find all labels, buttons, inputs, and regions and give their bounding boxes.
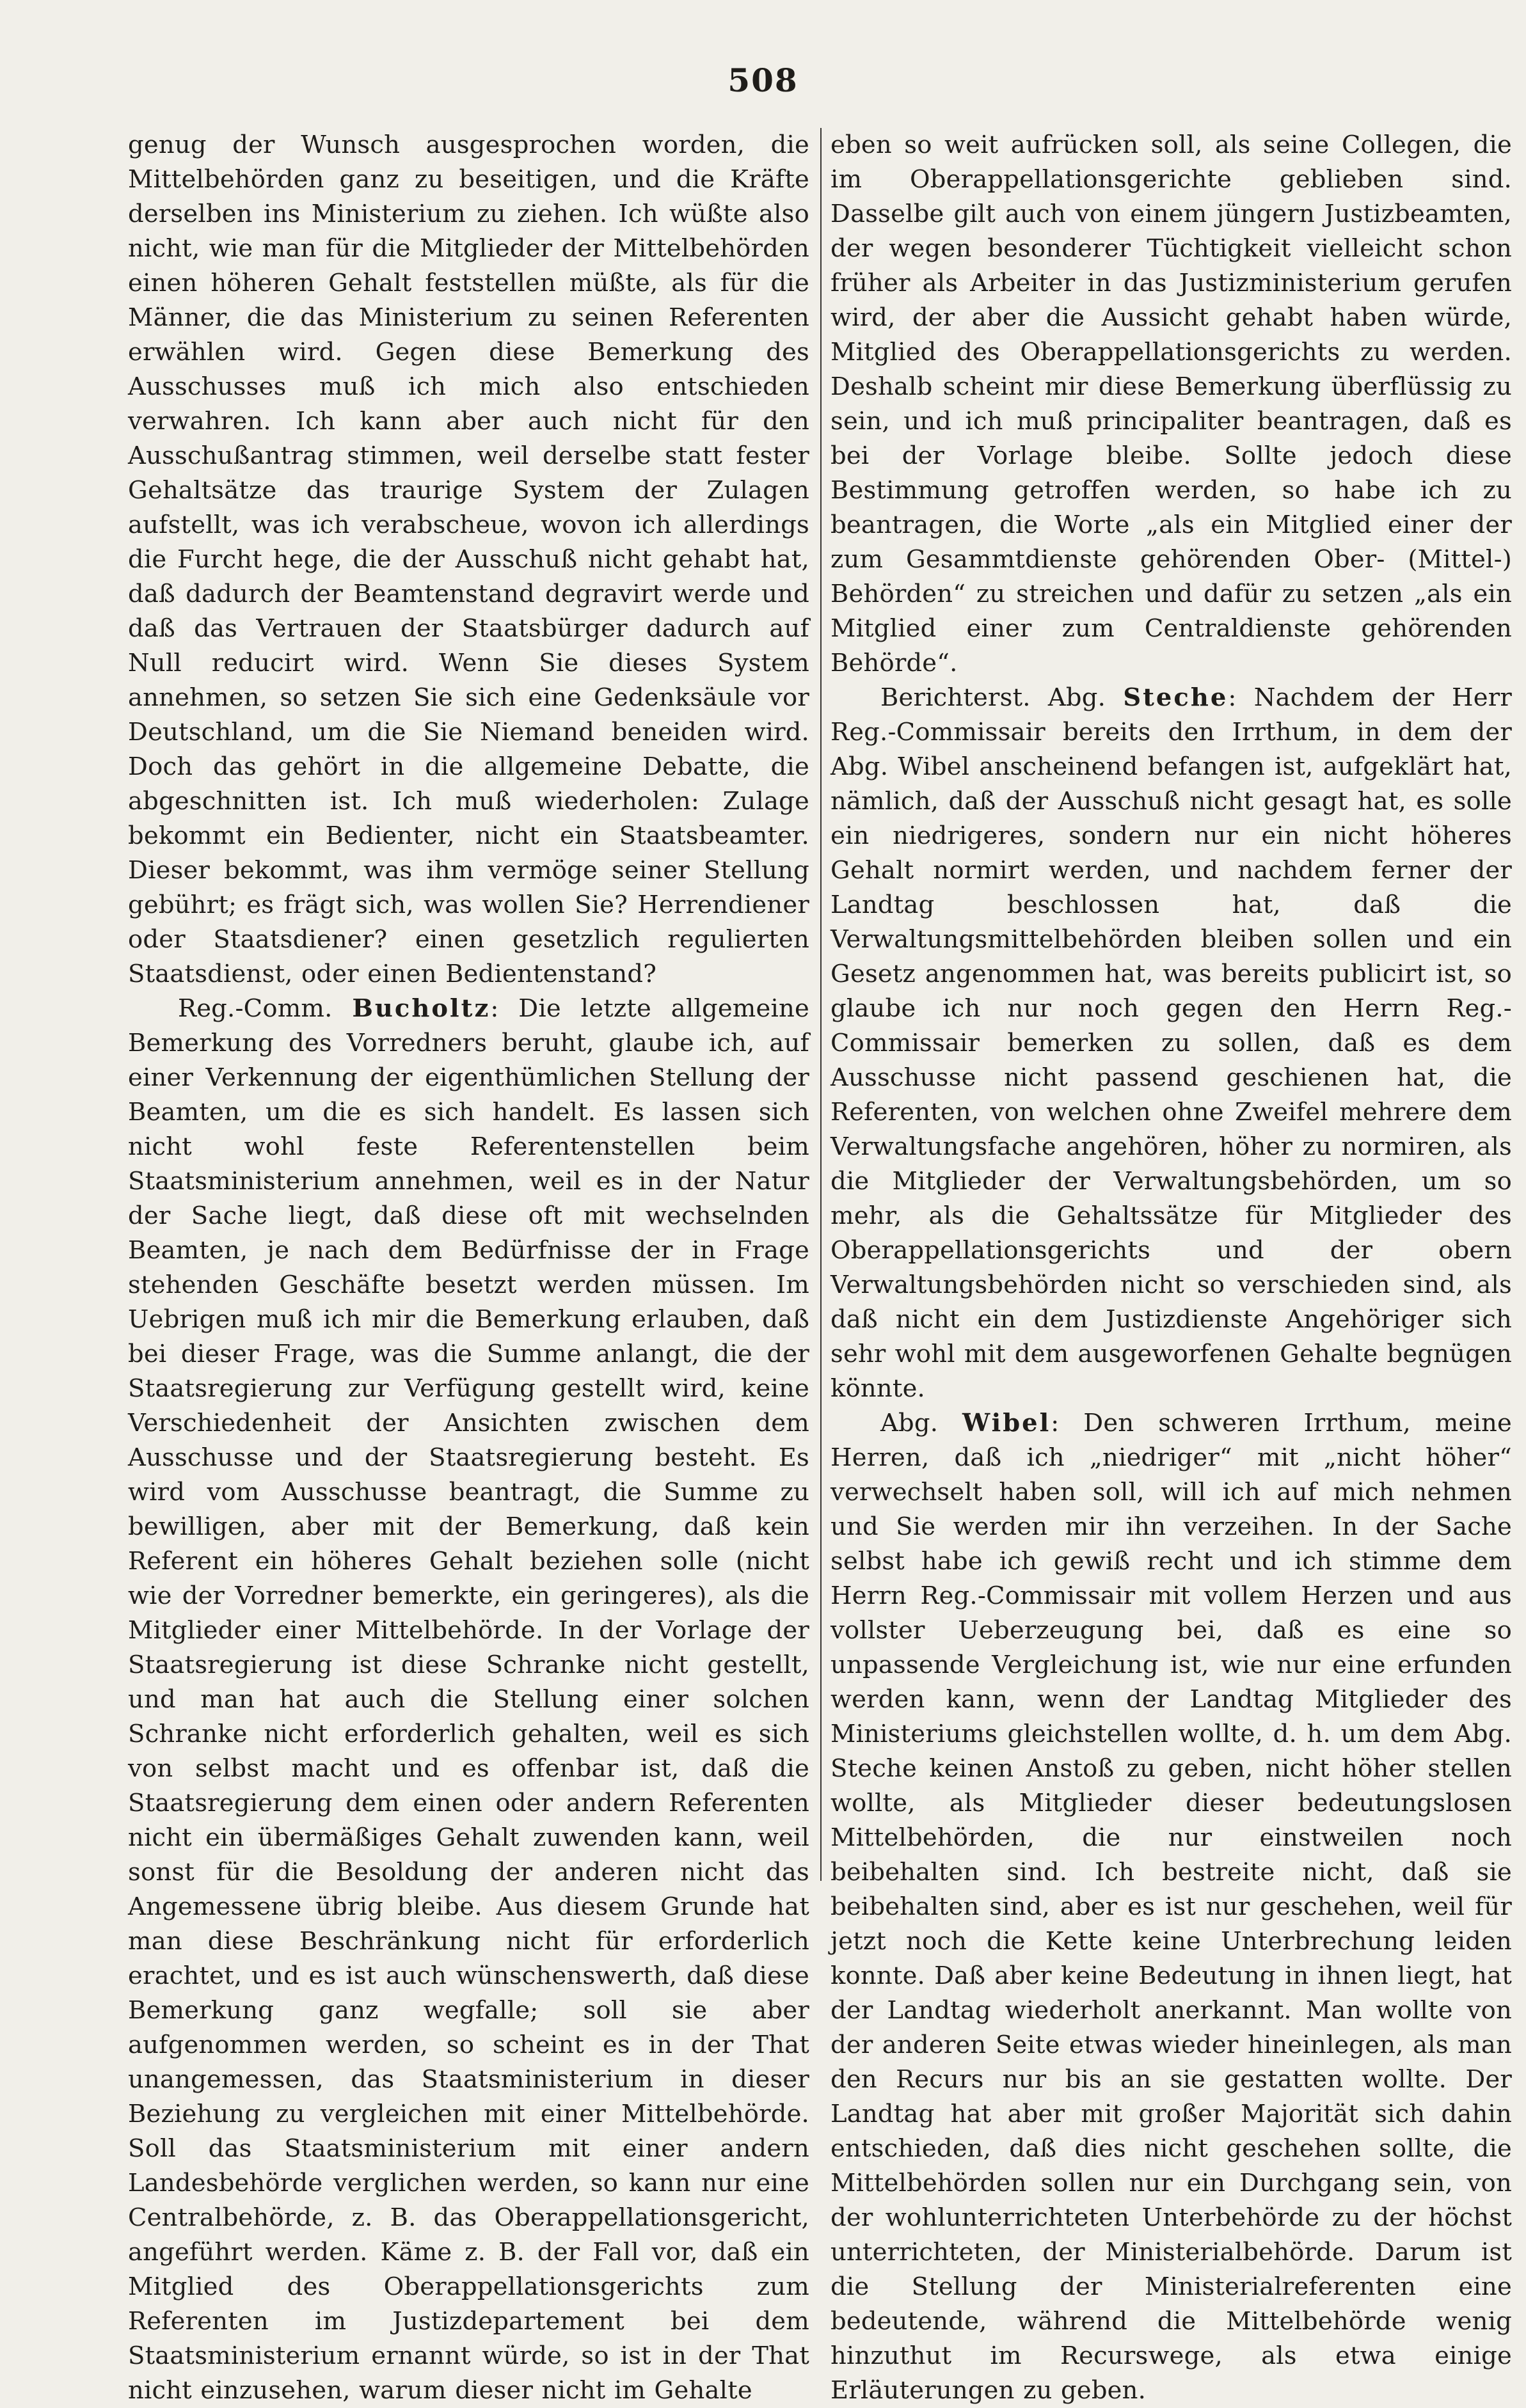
- paragraph-continuation: genug der Wunsch ausgesprochen worden, die Mittelbehörden ganz zu beseitigen, und die Kräfte derselben ins Ministerium zu ziehen. Ich wüßte also nicht, wie man für die Mitglieder der Mittelbehörden einen höheren Gehalt feststellen müßte, als für die Männer, die das Ministerium zu seinen Referenten erwählen wird. Gegen diese Bemerkung des Ausschusses muß ich mich also entschieden verwahren. Ich kann aber auch nicht für den Ausschußantrag stimmen, weil derselbe statt fester Gehaltsätze das traurige System der Zulagen aufstellt, was ich verabscheue, wovon ich allerdings die Furcht hege, die der Ausschuß nicht gehabt hat, daß dadurch der Beamtenstand degravirt werde und daß das Vertrauen der Staatsbürger dadurch auf Null reducirt wird. Wenn Sie dieses System annehmen, so setzen Sie sich eine Gedenksäule vor Deutschland, um die Sie Niemand beneiden wird. Doch das gehört in die allgemeine Debatte, die abgeschnitten ist. Ich muß wiederholen: Zulage bekommt ein Bedienter, nicht ein Staatsbeamter. Dieser bekommt, was ihm vermöge seiner Stellung gebührt; es frägt sich, was wollen Sie? Herrendiener oder Staatsdiener? einen gesetzlich regulierten Staatsdienst, oder einen Bedientenstand?: [128, 131, 809, 988]
- speaker-name: Wibel: [962, 1409, 1051, 1438]
- speaker-name: Steche: [1123, 683, 1228, 712]
- speaker-role: Berichterst. Abg.: [880, 683, 1106, 712]
- page-number: 508: [727, 61, 799, 99]
- paragraph-wibel: [831, 1406, 1512, 2408]
- speaker-role: Reg.-Comm.: [178, 994, 333, 1023]
- left-column: [128, 128, 809, 2408]
- paragraph-steche: [831, 681, 1512, 1406]
- paragraph-text: : Die letzte allgemeine Bemerkung des Vorredners beruht, glaube ich, auf einer Verkennung der eigenthümlichen Stellung der Beamten, um die es sich handelt. Es lassen sich nicht wohl feste Referentenstellen beim Staatsministerium annehmen, weil es in der Natur der Sache liegt, daß diese oft mit wechselnden Beamten, je nach dem Bedürfnisse der in Frage stehenden Geschäfte besetzt werden müssen. Im Uebrigen muß ich mir die Bemerkung erlauben, daß bei dieser Frage, was die Summe anlangt, die der Staatsregierung zur Verfügung gestellt wird, keine Verschiedenheit der Ansichten zwischen dem Ausschusse und der Staatsregierung besteht. Es wird vom Ausschusse beantragt, die Summe zu bewilligen, aber mit der Bemerkung, daß kein Referent ein höheres Gehalt beziehen solle (nicht wie der Vorredner bemerkte, ein geringeres), als die Mitglieder einer Mittelbehörde. In der Vorlage der Staatsregierung ist diese Schranke nicht gestellt, und man hat auch die Stellung einer solchen Schranke nicht erforderlich gehalten, weil es sich von selbst macht und es offenbar ist, daß die Staatsregierung dem einen oder andern Referenten nicht ein übermäßiges Gehalt zuwenden kann, weil sonst für die Besoldung der anderen nicht das Angemessene übrig bleibe. Aus diesem Grunde hat man diese Beschränkung nicht für erforderlich erachtet, und es ist auch wünschenswerth, daß diese Bemerkung ganz wegfalle; soll sie aber aufgenommen werden, so scheint es in der That unangemessen, das Staatsministerium in dieser Beziehung zu vergleichen mit einer Mittelbehörde. Soll das Staatsministerium mit einer andern Landesbehörde verglichen werden, so kann nur eine Centralbehörde, z. B. das Oberappellationsgericht, angeführt werden. Käme z. B. der Fall vor, daß ein Mitglied des Oberappellationsgerichts zum Referenten im Justizdepartement bei dem Staatsministerium ernannt würde, so ist in der That nicht einzusehen, warum dieser nicht im Gehalte: [128, 994, 809, 2405]
- paragraph-continuation: eben so weit aufrücken soll, als seine Collegen, die im Oberappellationsgerichte geblieben sind. Dasselbe gilt auch von einem jüngern Justizbeamten, der wegen besonderer Tüchtigkeit vielleicht schon früher als Arbeiter in das Justizministerium gerufen wird, der aber die Aussicht gehabt haben würde, Mitglied des Oberappellationsgerichts zu werden. Deshalb scheint mir diese Bemerkung überflüssig zu sein, und ich muß principaliter beantragen, daß es bei der Vorlage bleibe. Sollte jedoch diese Bestimmung getroffen werden, so habe ich zu beantragen, die Worte „als ein Mitglied einer der zum Gesammtdienste gehörenden Ober- (Mittel-) Behörden“ zu streichen und dafür zu setzen „als ein Mitglied einer zum Centraldienste gehörenden Behörde“.: [831, 131, 1512, 677]
- paragraph-bucholtz: [128, 992, 809, 2408]
- speaker-name: Bucholtz: [352, 994, 491, 1023]
- column-divider: [820, 128, 822, 1881]
- paragraph-text: : Nachdem der Herr Reg.-Commissair bereits den Irrthum, in dem der Abg. Wibel anscheinend befangen ist, aufgeklärt hat, nämlich, daß der Ausschuß nicht gesagt hat, es solle ein niedrigeres, sondern nur ein nicht höheres Gehalt normirt werden, und nachdem ferner der Landtag beschlossen hat, daß die Verwaltungsmittelbehörden bleiben sollen und ein Gesetz angenommen hat, was bereits publicirt ist, so glaube ich nur noch gegen den Herrn Reg.-Commissair bemerken zu sollen, daß es dem Ausschusse nicht passend geschienen hat, die Referenten, von welchen ohne Zweifel mehrere dem Verwaltungsfache angehören, höher zu normiren, als die Mitglieder der Verwaltungsbehörden, um so mehr, als die Gehaltssätze für Mitglieder des Oberappellationsgerichts und der obern Verwaltungsbehörden nicht so verschieden sind, als daß nicht ein dem Justizdienste Angehöriger sich sehr wohl mit dem ausgeworfenen Gehalte begnügen könnte.: [831, 683, 1512, 1403]
- paragraph-text: : Den schweren Irrthum, meine Herren, daß ich „niedriger“ mit „nicht höher“ verwechselt haben soll, will ich auf mich nehmen und Sie werden mir ihn verzeihen. In der Sache selbst habe ich gewiß recht und ich stimme dem Herrn Reg.-Commissair mit vollem Herzen und aus vollster Ueberzeugung bei, daß es eine so unpassende Vergleichung ist, wie nur eine erfunden werden kann, wenn der Landtag Mitglieder des Ministeriums gleichstellen wollte, d. h. um dem Abg. Steche keinen Anstoß zu geben, nicht höher stellen wollte, als Mitglieder dieser bedeutungslosen Mittelbehörden, die nur einstweilen noch beibehalten sind. Ich bestreite nicht, daß sie beibehalten sind, aber es ist nur geschehen, weil für jetzt noch die Kette keine Unterbrechung leiden konnte. Daß aber keine Bedeutung in ihnen liegt, hat der Landtag wiederholt anerkannt. Man wollte von der anderen Seite etwas wieder hineinlegen, als man den Recurs nur bis an sie gestatten wollte. Der Landtag hat aber mit großer Majorität sich dahin entschieden, daß dies nicht geschehen sollte, die Mittelbehörden sollen nur ein Durchgang sein, von der wohlunterrichteten Unterbehörde zu der höchst unterrichteten, der Ministerialbehörde. Darum ist die Stellung der Ministerialreferenten eine bedeutende, während die Mittelbehörde wenig hinzuthut im Recurswege, als etwa einige Erläuterungen zu geben.: [831, 1409, 1512, 2405]
- right-column: [831, 128, 1512, 2408]
- speaker-role: Abg.: [880, 1409, 939, 1438]
